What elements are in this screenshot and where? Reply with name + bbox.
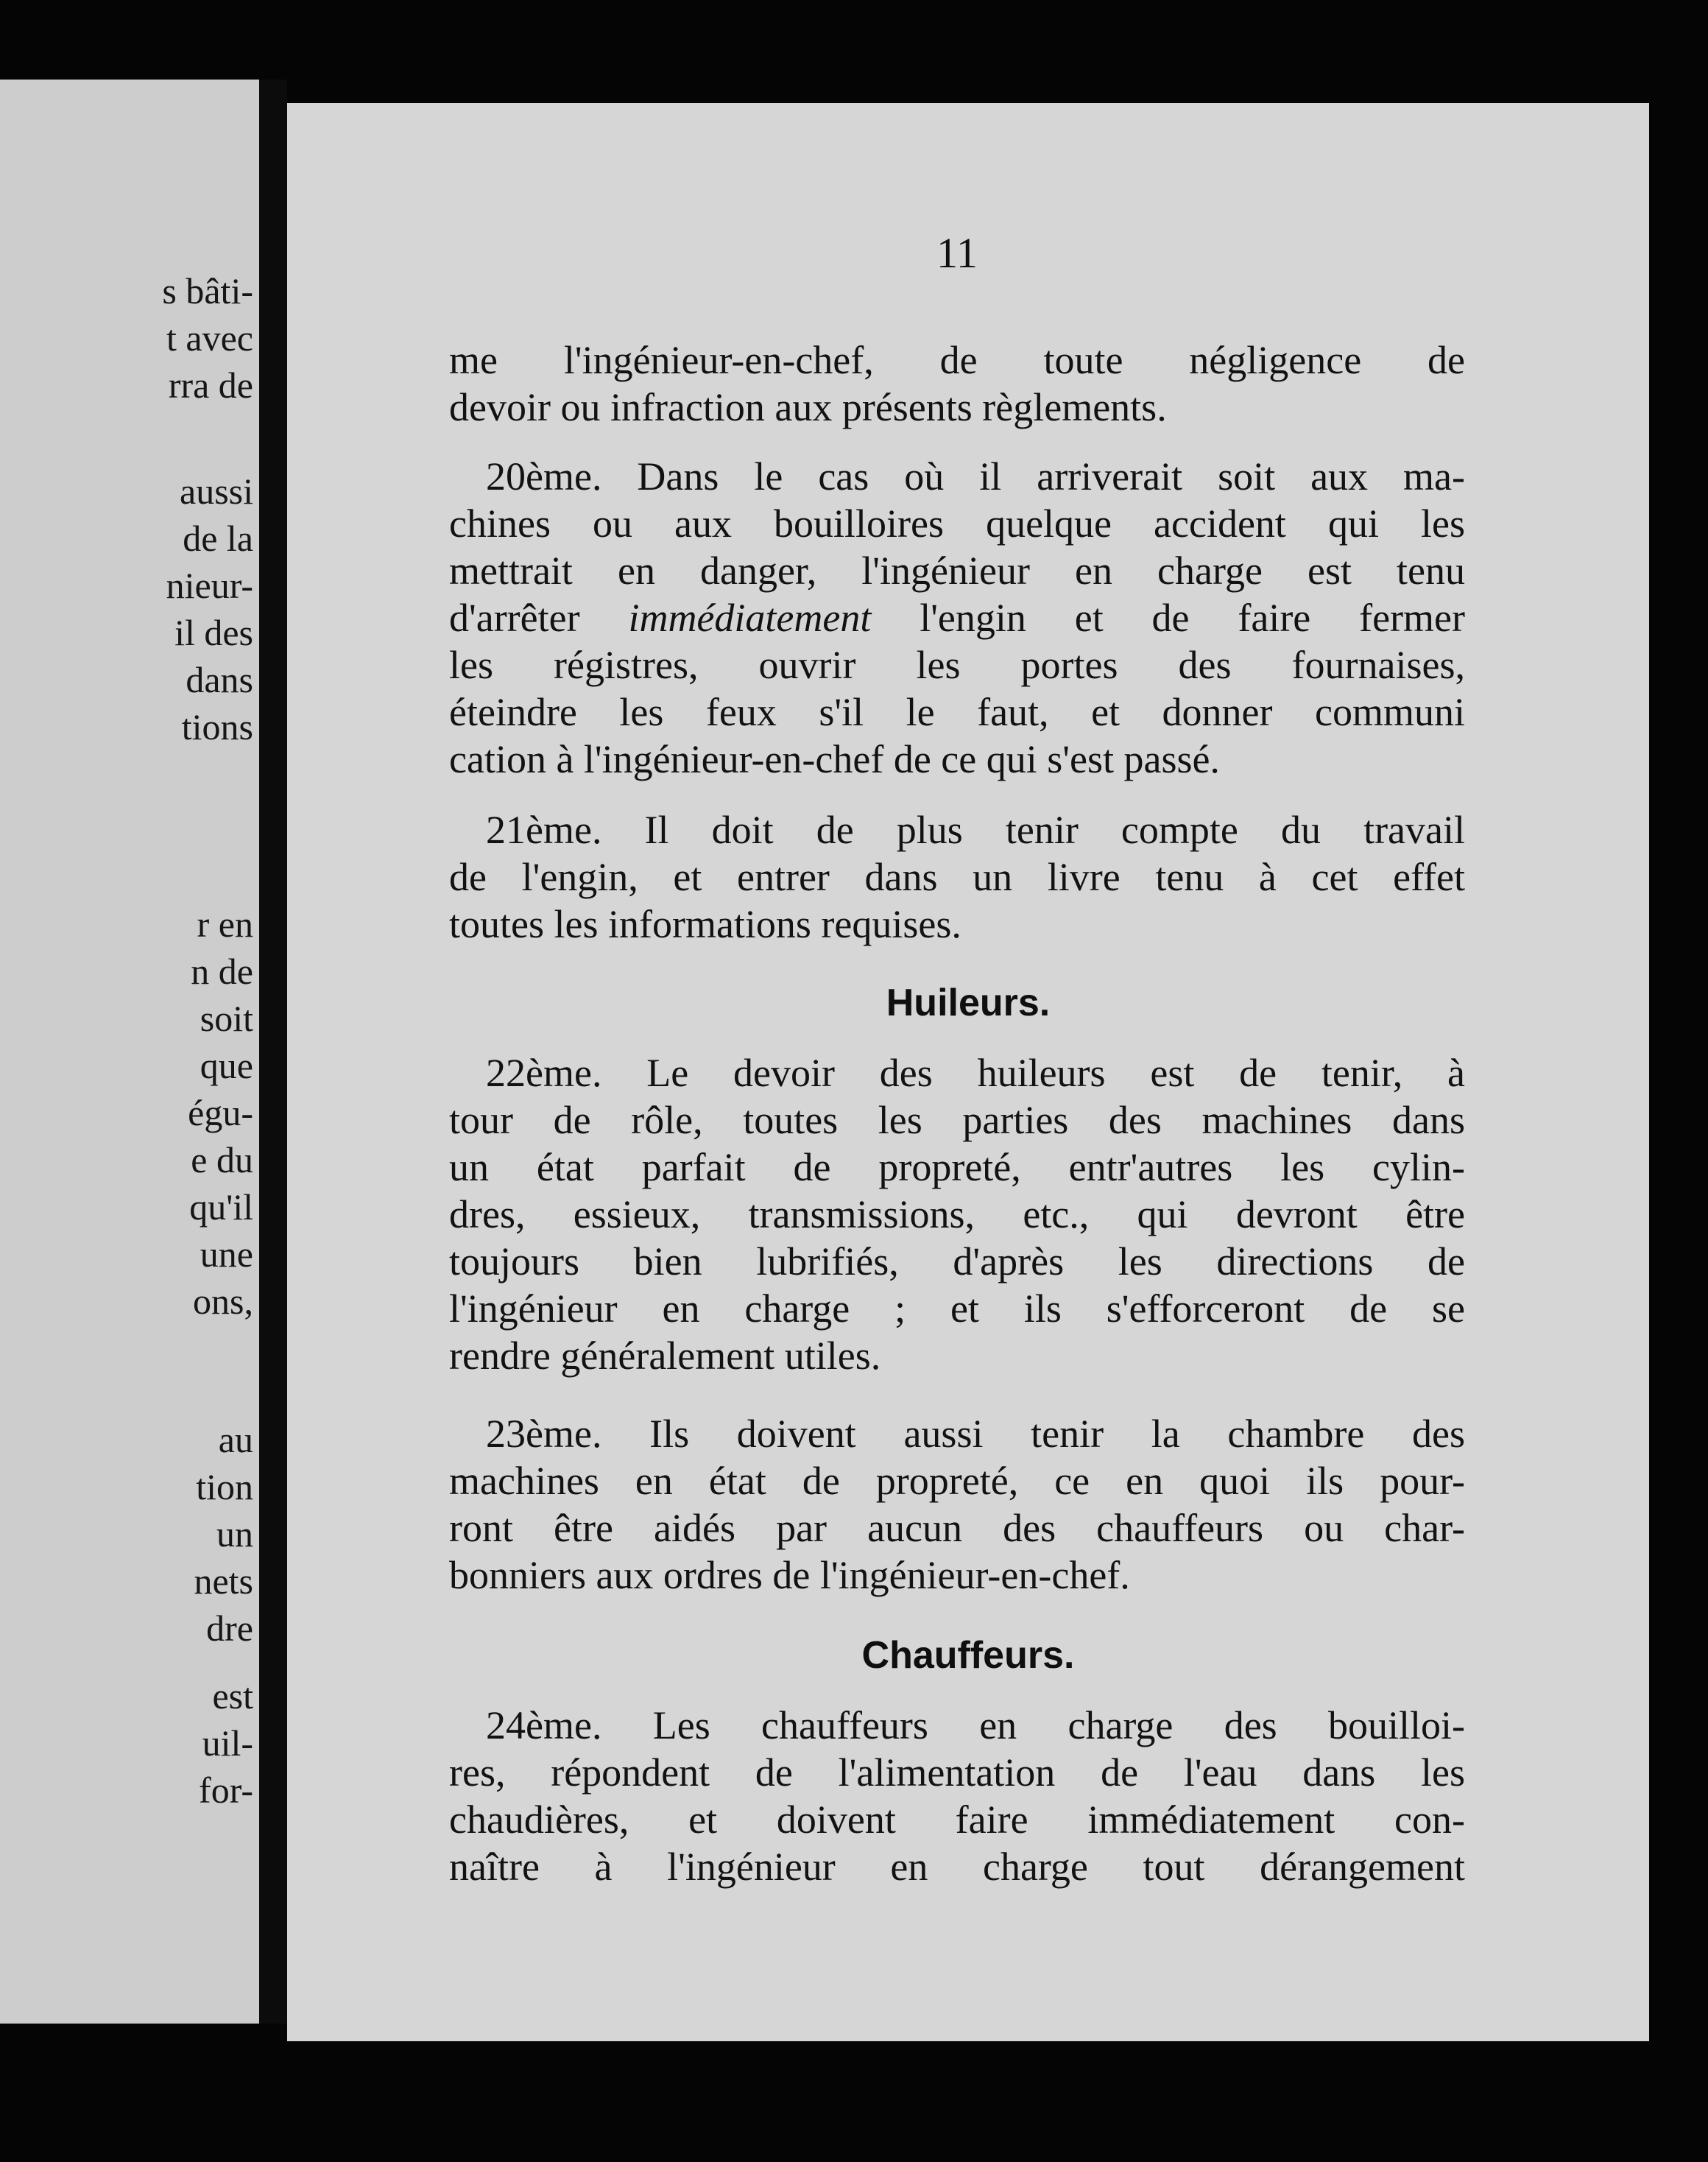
text-line: 21ème. Il doit de plus tenir compte du travail	[486, 808, 1465, 852]
left-page	[0, 80, 259, 2024]
left-page-fragment: égu-	[188, 1092, 253, 1133]
text-line: ront être aidés par aucun des chauffeurs ou char-	[449, 1506, 1465, 1550]
left-page-fragment: ons,	[193, 1281, 253, 1322]
left-page-fragment: uil-	[202, 1722, 253, 1764]
left-page-fragment: est	[212, 1675, 253, 1716]
text-line: de l'engin, et entrer dans un livre tenu à cet effet	[449, 855, 1465, 899]
text-line: éteindre les feux s'il le faut, et donner communi	[449, 690, 1465, 734]
text-line: me l'ingénieur-en-chef, de toute négligence de	[449, 338, 1465, 382]
italic-word: immédiatement	[628, 596, 872, 640]
section-heading-chauffeurs: Chauffeurs.	[861, 1634, 1075, 1677]
left-page-fragment: qu'il	[189, 1186, 253, 1228]
left-page-fragment: soit	[200, 998, 253, 1039]
text-line: rendre généralement utiles.	[449, 1334, 881, 1378]
text-line: chines ou aux bouilloires quelque accident qui les	[449, 501, 1465, 546]
left-page-fragment: dre	[206, 1608, 253, 1649]
left-page-fragment: au	[218, 1419, 253, 1460]
left-page-fragment: aussi	[180, 471, 253, 512]
page-gutter	[259, 80, 287, 2024]
left-page-fragment: une	[200, 1233, 253, 1275]
text-fragment: l'engin et de faire fermer	[920, 596, 1465, 640]
left-page-fragment: t avec	[166, 317, 253, 359]
left-page-fragment: de la	[183, 518, 253, 559]
text-line: dres, essieux, transmissions, etc., qui devront être	[449, 1192, 1465, 1236]
text-line	[449, 598, 1465, 638]
text-line: 24ème. Les chauffeurs en charge des bouilloi-	[486, 1703, 1465, 1747]
left-page-fragment: s bâti-	[162, 270, 253, 311]
text-line: machines en état de propreté, ce en quoi ils pour-	[449, 1459, 1465, 1503]
text-line: toujours bien lubrifiés, d'après les directions de	[449, 1239, 1465, 1284]
left-page-fragment: que	[200, 1045, 253, 1086]
left-page-fragment: nieur-	[166, 565, 253, 606]
text-line: chaudières, et doivent faire immédiatement con-	[449, 1797, 1465, 1842]
text-line: 23ème. Ils doivent aussi tenir la chambre des	[486, 1412, 1465, 1456]
text-line: 22ème. Le devoir des huileurs est de tenir, à	[486, 1051, 1465, 1095]
text-line: l'ingénieur en charge ; et ils s'efforceront de se	[449, 1286, 1465, 1331]
left-page-fragment: tions	[181, 706, 253, 747]
text-line: tour de rôle, toutes les parties des machines dans	[449, 1098, 1465, 1142]
text-fragment: d'arrêter	[449, 596, 580, 640]
left-page-fragment: r en	[197, 904, 253, 945]
text-line: toutes les informations requises.	[449, 902, 961, 946]
text-line: cation à l'ingénieur-en-chef de ce qui s'est passé.	[449, 737, 1220, 781]
left-page-fragment: for-	[199, 1770, 253, 1811]
left-page-fragment: tion	[196, 1466, 253, 1507]
text-line: un état parfait de propreté, entr'autres les cylin-	[449, 1145, 1465, 1189]
left-page-fragment: rra de	[168, 365, 253, 406]
text-line: naître à l'ingénieur en charge tout dérangement	[449, 1845, 1465, 1889]
left-page-fragment: e du	[191, 1139, 253, 1180]
page-number: 11	[936, 229, 978, 277]
text-line: res, répondent de l'alimentation de l'eau dans les	[449, 1750, 1465, 1795]
left-page-fragment: un	[216, 1513, 253, 1554]
text-line: les régistres, ouvrir les portes des fournaises,	[449, 643, 1465, 687]
text-line: devoir ou infraction aux présents règlements.	[449, 385, 1167, 429]
left-page-fragment: nets	[194, 1560, 253, 1602]
text-line: mettrait en danger, l'ingénieur en charge est tenu	[449, 549, 1465, 593]
left-page-fragment: il des	[174, 612, 253, 653]
right-page	[287, 103, 1649, 2041]
left-page-fragment: n de	[191, 951, 253, 992]
text-line: 20ème. Dans le cas où il arriverait soit aux ma-	[486, 454, 1465, 499]
left-page-fragment: dans	[186, 659, 253, 700]
section-heading-huileurs: Huileurs.	[886, 982, 1051, 1024]
text-line: bonniers aux ordres de l'ingénieur-en-chef.	[449, 1553, 1130, 1597]
